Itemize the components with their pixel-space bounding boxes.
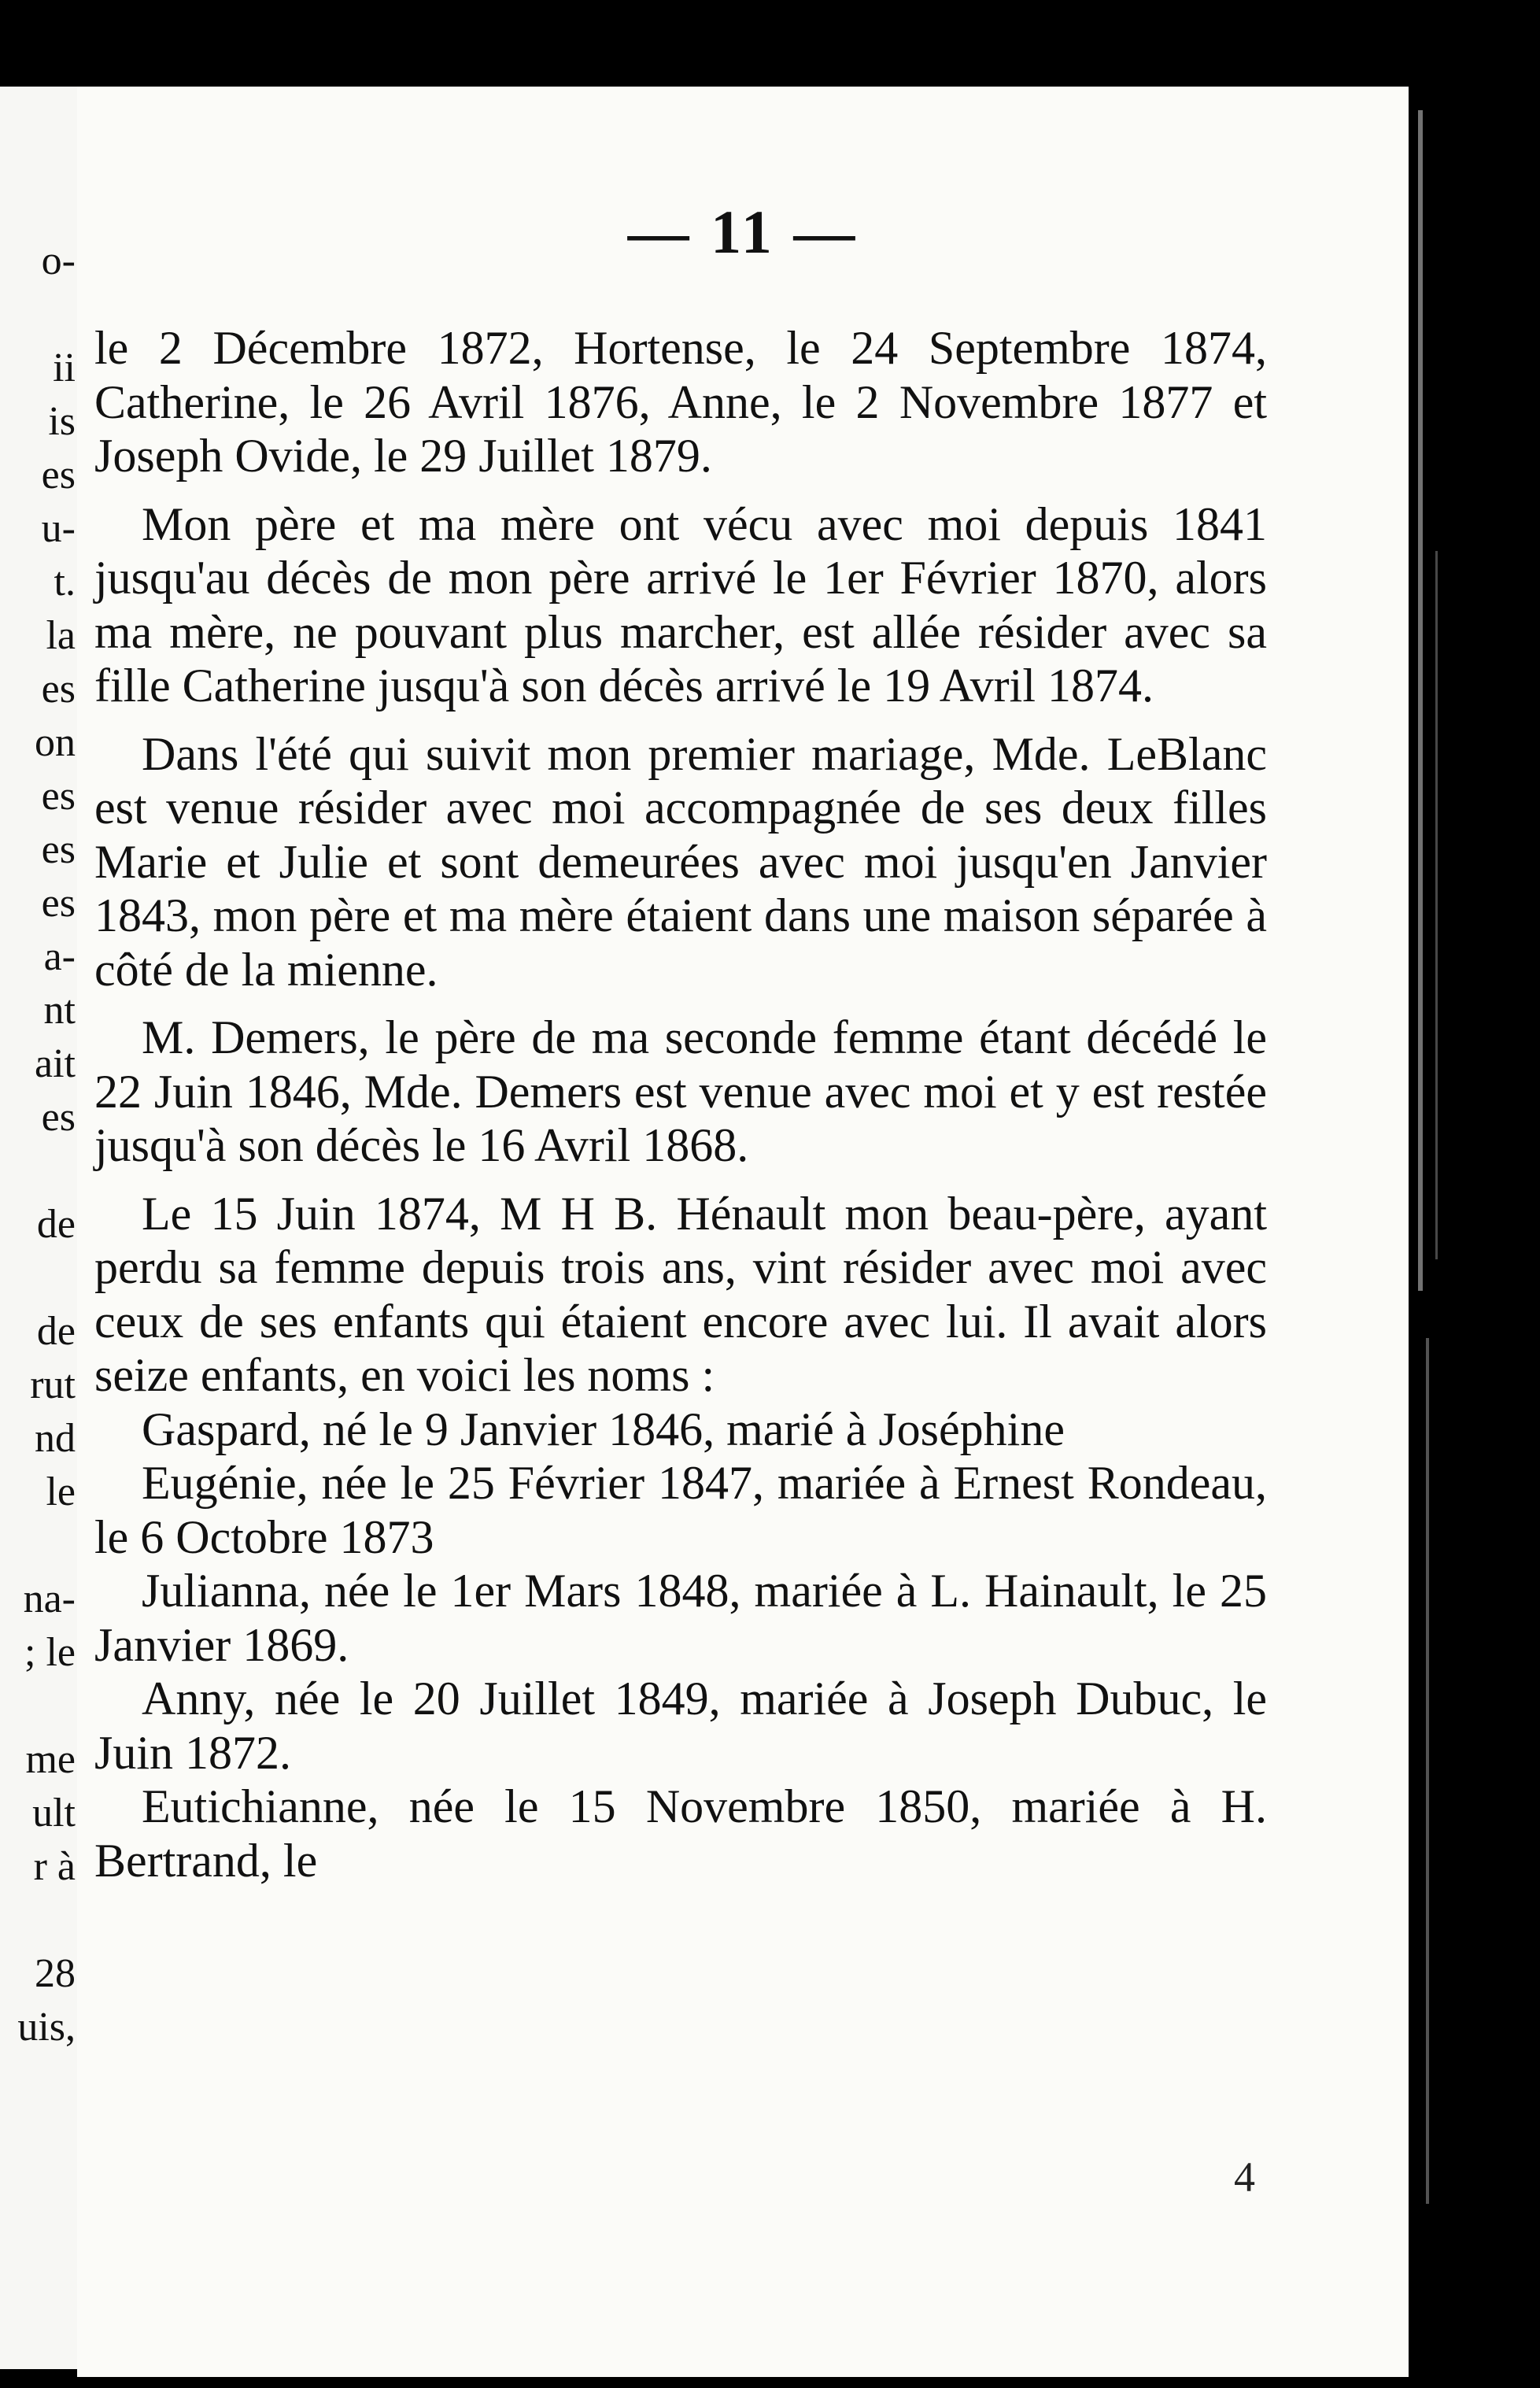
page-body [94,321,1267,1887]
child-entry-5: Eutichianne, née le 15 Novembre 1850, mariée à H. Bertrand, le [94,1780,1267,1887]
margin-fragment: es [41,827,76,872]
corner-mark: 4 [1234,2153,1255,2201]
paragraph-1: le 2 Décembre 1872, Hortense, le 24 Septembre 1874, Catherine, le 26 Avril 1876, Anne, le 2 Novembre 1877 et Joseph Ovide, le 29 Juillet 1879. [94,322,1267,482]
margin-fragment: a- [43,934,76,979]
margin-fragment: nt [43,988,76,1033]
paragraph-4: M. Demers, le père de ma seconde femme étant décédé le 22 Juin 1846, Mde. Demers est venue avec moi et y est restée jusqu'à son décès le 16 Avril 1868. [94,1011,1267,1171]
margin-fragment: 28 [35,1951,76,1996]
margin-fragment: rut [30,1362,76,1407]
margin-fragment: on [35,720,76,765]
paragraph-3: Dans l'été qui suivit mon premier mariage, Mde. LeBlanc est venue résider avec moi accompagnée de ses deux filles Marie et Julie et sont demeurées avec moi jusqu'en Janvier 1843, mon père et ma mère étaient dans une maison séparée à côté de la mienne. [94,727,1267,996]
document-page [77,87,1409,2377]
margin-fragment: ii [53,346,76,390]
margin-fragment: u- [41,506,76,551]
margin-fragment: de [36,1309,76,1354]
margin-fragment: es [41,453,76,497]
margin-fragment: de [36,1202,76,1247]
scan-right-edge [1409,0,1540,2388]
margin-fragment: uis, [17,2005,76,2050]
margin-fragment: r à [33,1844,76,1889]
margin-fragment: es [41,667,76,712]
page-number: — 11 — [627,198,859,266]
margin-fragment: nd [35,1416,76,1461]
adjacent-page-margin [0,87,77,2369]
paragraph-2: Mon père et ma mère ont vécu avec moi depuis 1841 jusqu'au décès de mon père arrivé le 1er Février 1870, alors ma mère, ne pouvant plus marcher, est allée résider avec sa fille Catherine jusqu'à son décès arrivé le 19 Avril 1874. [94,497,1267,712]
margin-fragment: ait [35,1041,76,1086]
margin-fragment: na- [23,1577,76,1621]
child-entry-2: Eugénie, née le 25 Février 1847, mariée à Ernest Rondeau, le 6 Octobre 1873 [94,1457,1267,1563]
margin-fragment: ult [32,1791,76,1835]
margin-fragment: t. [54,560,76,604]
margin-fragment: le [46,1469,76,1514]
child-entry-1: Gaspard, né le 9 Janvier 1846, marié à Joséphine [142,1403,1065,1455]
margin-fragment: is [48,399,76,444]
margin-fragment: es [41,1095,76,1140]
paragraph-5: Le 15 Juin 1874, M H B. Hénault mon beau-père, ayant perdu sa femme depuis trois ans, vint résider avec moi avec ceux de ses enfants qui étaient encore avec lui. Il avait alors seize enfants, en voici les noms : [94,1187,1267,1401]
margin-fragment: o- [41,238,76,283]
margin-fragment: me [25,1737,76,1782]
margin-fragment: la [46,613,76,658]
child-entry-3: Julianna, née le 1er Mars 1848, mariée à L. Hainault, le 25 Janvier 1869. [94,1565,1267,1671]
margin-fragment: es [41,881,76,926]
margin-fragment: es [41,774,76,819]
margin-fragment: ; le [24,1630,76,1675]
child-entry-4: Anny, née le 20 Juillet 1849, mariée à Joseph Dubuc, le Juin 1872. [94,1673,1267,1779]
